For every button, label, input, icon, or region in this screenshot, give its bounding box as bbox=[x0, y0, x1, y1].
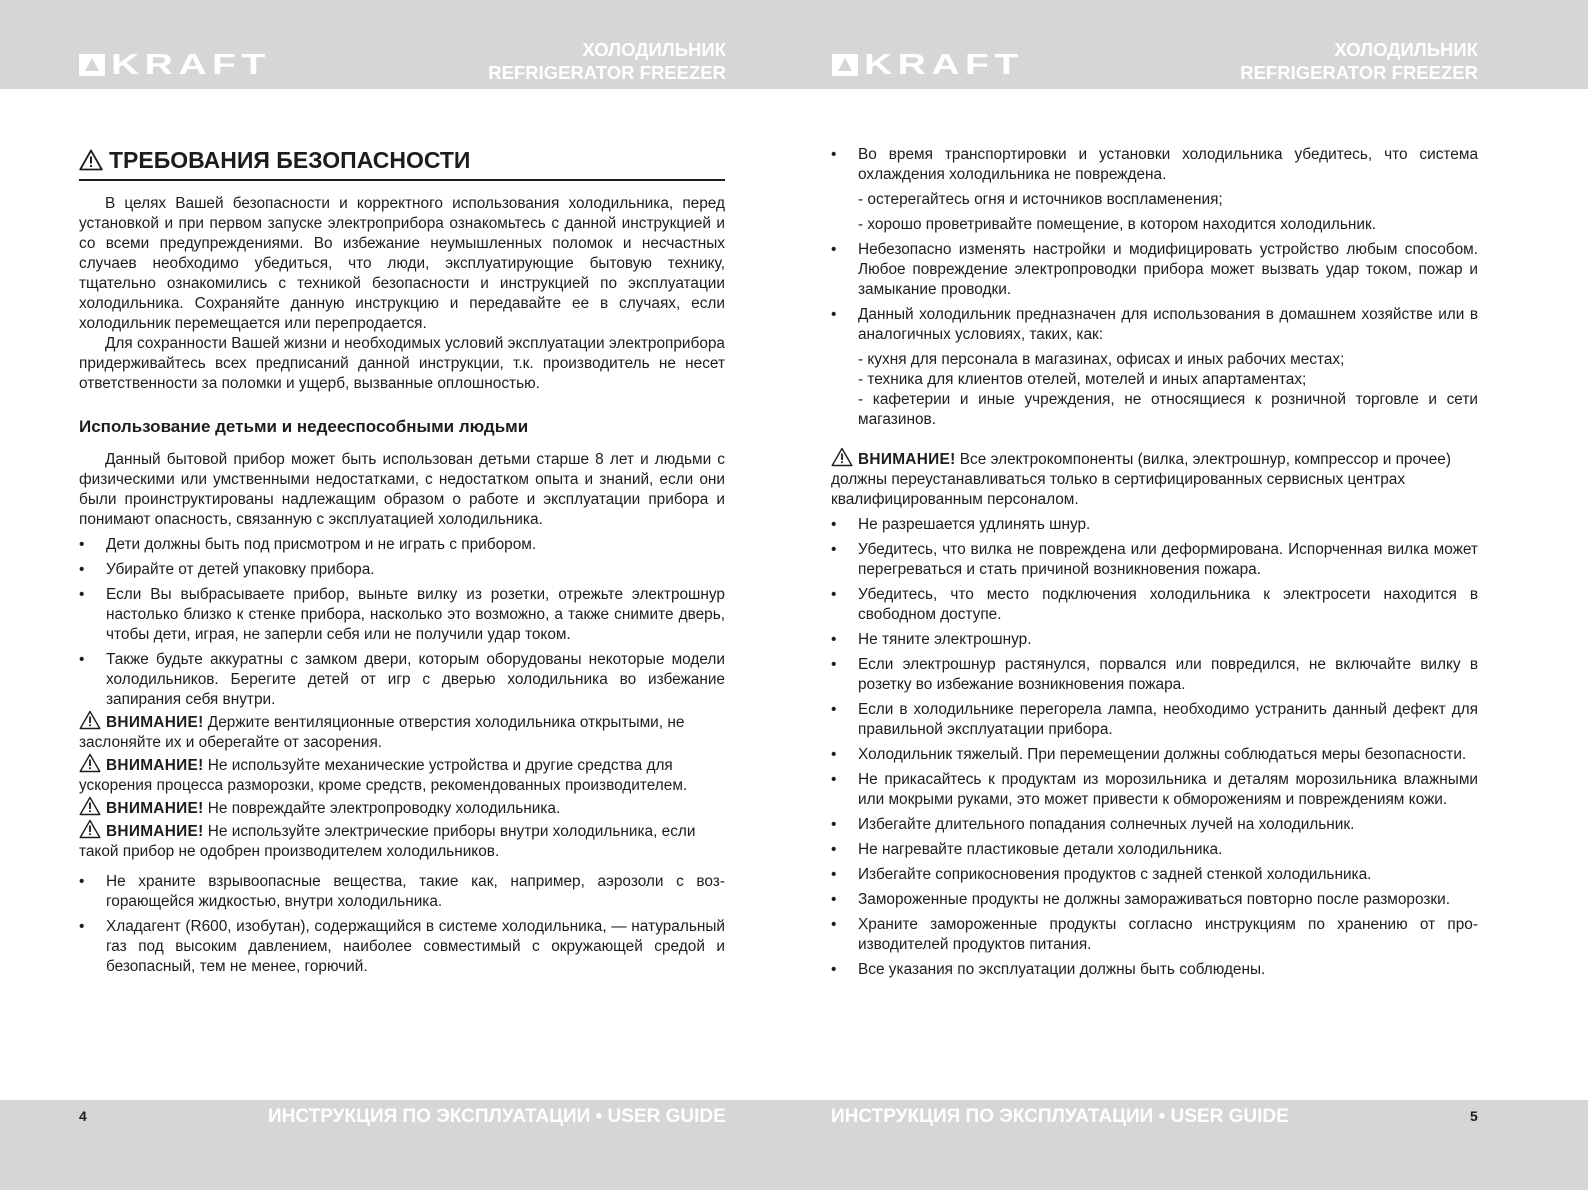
warning-triangle-icon bbox=[79, 753, 101, 773]
header-title-right bbox=[1078, 38, 1478, 84]
brand-logo-right bbox=[832, 49, 1024, 81]
list-item: • Убедитесь, что вилка не повреждена или деформирована. Испорченная вилка может перегреваться и стать причиной возникновения пожара. bbox=[831, 540, 1478, 580]
list-item: • Также будьте аккуратны с замком двери, которым оборудованы некоторые модели холодильников. Берегите детей от игр с дверью холодильника во избежание запирания себя внутри. bbox=[79, 650, 725, 710]
header-title-line1: ХОЛОДИЛЬНИК bbox=[1334, 39, 1478, 60]
end-bullet-list bbox=[79, 872, 725, 977]
warning-label: ВНИМАНИЕ! bbox=[106, 800, 204, 817]
footer-title-left: ИНСТРУКЦИЯ ПО ЭКСПЛУАТАЦИИ • USER GUIDE bbox=[268, 1106, 726, 1127]
list-item: • Убирайте от детей упаковку прибора. bbox=[79, 560, 725, 580]
warning-text: Не используйте электрические приборы внутри холодильника, если такой прибор не одобрен производителем холодильников. bbox=[79, 823, 696, 860]
page-number-right: 5 bbox=[1470, 1108, 1478, 1124]
warning-triangle-icon bbox=[79, 710, 101, 730]
page-number-left: 4 bbox=[79, 1108, 87, 1124]
list-item: • Данный холодильник предназначен для использования в домашнем хозяйстве или в аналогичных условиях, таких, как: bbox=[831, 305, 1478, 345]
warning-block bbox=[831, 447, 1478, 510]
dash-item: - техника для клиентов отелей, мотелей и иных апартаментах; bbox=[858, 371, 1307, 388]
warning-triangle-icon bbox=[831, 447, 853, 467]
children-paragraph: Данный бытовой прибор может быть использован детьми старше 8 лет и людьми с физическими или умственными недостатками, с недостатком опыта и знаний, если они были проинструктированы надлежащим образом о работе и эксплуатации прибора и понимают опасность, связанную с эксплуатацией холодильника. bbox=[79, 451, 725, 528]
warning-block bbox=[79, 796, 725, 819]
brand-name: KRAFT bbox=[111, 49, 271, 81]
children-subheading: Использование детьми и недееспособными людьми bbox=[79, 417, 529, 436]
section-heading bbox=[79, 145, 725, 181]
list-item: • Если Вы выбрасываете прибор, выньте вилку из розетки, отрежьте электрошнур настолько близко к стенке прибора, насколько это возможно, а также снимите дверь, чтобы дети, играя, не заперли себя или не получили удар током. bbox=[79, 585, 725, 645]
left-page-content bbox=[79, 145, 725, 977]
transport-bullet-list bbox=[831, 145, 1478, 185]
warning-block bbox=[79, 710, 725, 753]
warning-block bbox=[79, 819, 725, 862]
list-item: • Небезопасно изменять настройки и модифицировать устройство любым способом. Любое повреждение электропроводки прибора может вызвать удар током, пожар и замыкание проводки. bbox=[831, 240, 1478, 300]
list-item: • Дети должны быть под присмотром и не играть с прибором. bbox=[79, 535, 725, 555]
warning-text: Держите вентиляционные отверстия холодильника открытыми, не заслоняйте их и оберегайте от засорения. bbox=[79, 714, 685, 751]
list-item: • Не нагревайте пластиковые детали холодильника. bbox=[831, 840, 1478, 860]
list-item: • Хладагент (R600, изобутан), содержащийся в системе холодильника, — натуральный газ под высоким давлением, наиболее совместимый с окружающей средой и безопасный, тем не менее, горючий. bbox=[79, 917, 725, 977]
brand-logo-left bbox=[79, 49, 271, 81]
warning-label: ВНИМАНИЕ! bbox=[106, 714, 204, 731]
warning-text: Не повреждайте электропроводку холодильника. bbox=[207, 800, 561, 817]
list-item: • Если в холодильнике перегорела лампа, необходимо устранить данный дефект для правильной эксплуатации прибора. bbox=[831, 700, 1478, 740]
brand-name: KRAFT bbox=[864, 49, 1024, 81]
header-title-line1: ХОЛОДИЛЬНИК bbox=[582, 39, 726, 60]
footer-band bbox=[0, 1100, 1588, 1190]
list-item: • Холодильник тяжелый. При перемещении должны соблюдаться меры безопасности. bbox=[831, 745, 1478, 765]
logo-triangle-icon bbox=[79, 54, 105, 76]
warning-text: Не используйте механические устройства и другие средства для ускорения процесса разморозки, кроме средств, рекомендованных производителем. bbox=[79, 757, 688, 794]
warning-block bbox=[79, 753, 725, 796]
warning-label: ВНИМАНИЕ! bbox=[106, 823, 204, 840]
section-heading-text: ТРЕБОВАНИЯ БЕЗОПАСНОСТИ bbox=[109, 147, 471, 173]
safety-bullet-list bbox=[831, 515, 1478, 980]
warning-label: ВНИМАНИЕ! bbox=[106, 757, 204, 774]
logo-triangle-icon bbox=[832, 54, 858, 76]
list-item: • Не прикасайтесь к продуктам из морозильника и деталям морозильника влажными или мокрыми руками, это может привести к обморожениям и повреждениям кожи. bbox=[831, 770, 1478, 810]
list-item: • Не храните взрывоопасные вещества, такие как, например, аэрозоли с возгорающейся жидкостью, внутри холодильника. bbox=[79, 872, 725, 912]
warning-label: ВНИМАНИЕ! bbox=[858, 451, 956, 468]
dash-item: - остерегайтесь огня и источников воспламенения; bbox=[858, 191, 1223, 208]
modify-bullet-list bbox=[831, 240, 1478, 345]
header-title-left bbox=[326, 38, 726, 84]
header-title-line2: REFRIGERATOR FREEZER bbox=[488, 62, 726, 83]
warning-triangle-icon bbox=[79, 796, 101, 816]
warning-text: Все электрокомпоненты (вилка, электрошнур, компрессор и прочее) должны переустанавливаться только в сертифицированных сервисных центрах квалифицированным персоналом. bbox=[831, 451, 1451, 508]
warning-triangle-icon bbox=[79, 149, 103, 171]
right-page-content bbox=[831, 145, 1478, 980]
list-item: • Если электрошнур растянулся, порвался или повредился, не включайте вилку в розетку во избежание возникновения пожара. bbox=[831, 655, 1478, 695]
footer-title-right: ИНСТРУКЦИЯ ПО ЭКСПЛУАТАЦИИ • USER GUIDE bbox=[831, 1106, 1289, 1127]
list-item: • Избегайте длительного попадания солнечных лучей на холодильник. bbox=[831, 815, 1478, 835]
list-item: • Избегайте соприкосновения продуктов с задней стенкой холодильника. bbox=[831, 865, 1478, 885]
intro-paragraph: В целях Вашей безопасности и корректного использования холодильника, перед установкой и при первом запуске электроприбора ознакомьтесь с данной инструкцией и со всеми предупреждениями. Во избежание неумышленных поломок и несчастных случаев необходимо убедиться, что люди, эксплуатирующие бытовую технику, тщательно ознакомились с техникой безопасности и инструкцией по эксплуатации холодильника. Сохраняйте данную инструкцию и передавайте ее в случаях, если холодильник перемещается или перепродается. bbox=[79, 195, 725, 332]
list-item: • Не тяните электрошнур. bbox=[831, 630, 1478, 650]
header-title-line2: REFRIGERATOR FREEZER bbox=[1240, 62, 1478, 83]
children-bullet-list bbox=[79, 535, 725, 710]
dash-item: - кухня для персонала в магазинах, офисах и иных рабочих местах; bbox=[858, 351, 1345, 368]
dash-item: - кафетерии и иные учреждения, не относящиеся к розничной торговле и сети магазинов. bbox=[858, 391, 1478, 428]
list-item: • Не разрешается удлинять шнур. bbox=[831, 515, 1478, 535]
list-item: • Храните замороженные продукты согласно инструкциям по хранению от производителей продуктов питания. bbox=[831, 915, 1478, 955]
intro-paragraph: Для сохранности Вашей жизни и необходимых условий эксплуатации электроприбора придерживайтесь всех предписаний данной инструкции, т.к. производитель не несет ответственности за поломки и ущерб, вызванные оплошностью. bbox=[79, 335, 725, 392]
list-item: • Все указания по эксплуатации должны быть соблюдены. bbox=[831, 960, 1478, 980]
dash-item: - хорошо проветривайте помещение, в котором находится холодильник. bbox=[858, 216, 1377, 233]
list-item: • Убедитесь, что место подключения холодильника к электросети находится в свободном доступе. bbox=[831, 585, 1478, 625]
warning-triangle-icon bbox=[79, 819, 101, 839]
list-item: • Замороженные продукты не должны замораживаться повторно после разморозки. bbox=[831, 890, 1478, 910]
list-item: • Во время транспортировки и установки холодильника убедитесь, что система охлаждения холодильника не повреждена. bbox=[831, 145, 1478, 185]
